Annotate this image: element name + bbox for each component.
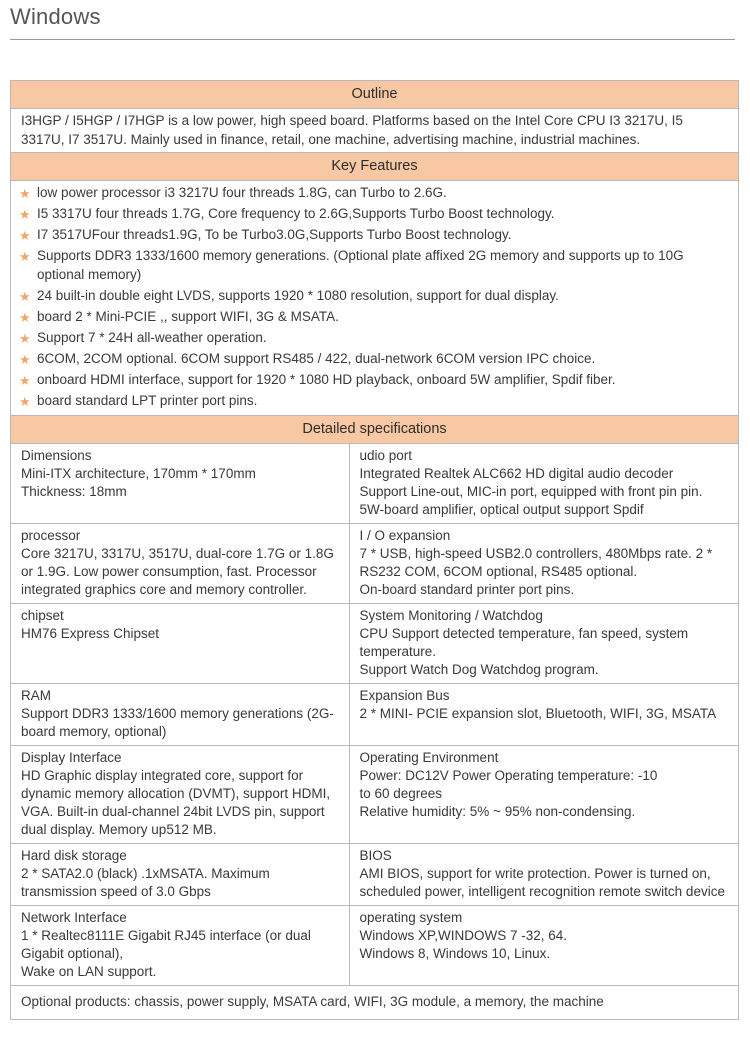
star-bullet-icon: ★ <box>19 351 31 367</box>
star-bullet-icon: ★ <box>19 288 31 304</box>
spec-value: 2 * SATA2.0 (black) .1xMSATA. Maximum transmission speed of 3.0 Gbps <box>21 865 270 899</box>
feature-text: 6COM, 2COM optional. 6COM support RS485 / 422, dual-network 6COM version IPC choice. <box>37 350 596 366</box>
spec-label: System Monitoring / Watchdog <box>359 607 543 623</box>
detailed-specs-heading: Detailed specifications <box>11 416 738 444</box>
spec-value: Support Line-out, MIC-in port, equipped with front pin pin. <box>359 483 703 499</box>
spec-label: operating system <box>359 909 463 925</box>
title-divider <box>10 39 735 40</box>
feature-text: onboard HDMI interface, support for 1920 * 1080 HD playback, onboard 5W amplifier, Spdif fiber. <box>37 371 616 387</box>
spec-cell-right <box>349 523 738 603</box>
spec-sheet <box>10 80 739 1020</box>
spec-label: BIOS <box>359 847 392 863</box>
spec-label: Dimensions <box>21 447 92 463</box>
feature-item <box>19 205 730 224</box>
spec-cell-left <box>11 905 349 985</box>
feature-text: board standard LPT printer port pins. <box>37 392 258 408</box>
star-bullet-icon: ★ <box>19 372 31 388</box>
feature-item <box>19 184 730 203</box>
spec-label: Network Interface <box>21 909 127 925</box>
star-bullet-icon: ★ <box>19 309 31 325</box>
star-bullet-icon: ★ <box>19 228 31 243</box>
star-bullet-icon: ★ <box>19 207 31 222</box>
spec-value: Wake on LAN support. <box>21 963 157 979</box>
spec-value: Support Watch Dog Watchdog program. <box>359 661 599 677</box>
specs-table <box>11 444 738 986</box>
spec-cell-left <box>11 683 349 745</box>
spec-cell-right <box>349 603 738 683</box>
spec-value: 7 * USB, high-speed USB2.0 controllers, 480Mbps rate. 2 * RS232 COM, 6COM optional, RS485 optional. <box>359 545 713 579</box>
spec-value: Relative humidity: 5% ~ 95% non-condensing. <box>359 803 636 819</box>
star-bullet-icon: ★ <box>19 249 31 264</box>
spec-label: Hard disk storage <box>21 847 127 863</box>
spec-label: RAM <box>21 687 51 703</box>
spec-value: Windows XP,WINDOWS 7 -32, 64. <box>359 927 568 943</box>
optional-products-note: Optional products: chassis, power supply, MSATA card, WIFI, 3G module, a memory, the machine <box>21 993 604 1009</box>
spec-cell-right <box>349 905 738 985</box>
spec-value: Thickness: 18mm <box>21 483 127 499</box>
spec-value: 2 * MINI- PCIE expansion slot, Bluetooth, WIFI, 3G, MSATA <box>359 705 717 721</box>
spec-value: to 60 degrees <box>359 785 443 801</box>
spec-cell-right <box>349 843 738 905</box>
spec-cell-left <box>11 523 349 603</box>
feature-text: Supports DDR3 1333/1600 memory generations. (Optional plate affixed 2G memory and supports up to 10G optional memory) <box>37 248 684 282</box>
spec-cell-left <box>11 444 349 524</box>
spec-cell-left <box>11 603 349 683</box>
star-bullet-icon: ★ <box>19 330 31 346</box>
spec-value: Core 3217U, 3317U, 3517U, dual-core 1.7G or 1.8G or 1.9G. Low power consumption, fast. Processor integrated graphics core and memory controller. <box>21 545 334 597</box>
outline-text: I3HGP / I5HGP / I7HGP is a low power, high speed board. Platforms based on the Intel Core CPU I3 3217U, I5 3317U, I7 3517U. Mainly used in finance, retail, one machine, advertising machine, industrial machines. <box>11 109 738 153</box>
spec-label: processor <box>21 527 81 543</box>
feature-text: I5 3317U four threads 1.7G, Core frequency to 2.6G,Supports Turbo Boost technology. <box>37 206 555 221</box>
spec-cell-left <box>11 745 349 843</box>
spec-value: Mini-ITX architecture, 170mm * 170mm <box>21 465 256 481</box>
spec-value: On-board standard printer port pins. <box>359 581 575 597</box>
spec-label: Operating Environment <box>359 749 499 765</box>
spec-value: 1 * Realtec8111E Gigabit RJ45 interface (or dual Gigabit optional), <box>21 927 311 961</box>
spec-row <box>11 843 738 905</box>
spec-label: chipset <box>21 607 64 623</box>
spec-cell-left <box>11 843 349 905</box>
star-bullet-icon: ★ <box>19 393 31 409</box>
spec-row <box>11 444 738 524</box>
page-title: Windows <box>10 4 101 29</box>
feature-text: 24 built-in double eight LVDS, supports 1920 * 1080 resolution, support for dual display. <box>37 287 559 303</box>
feature-item <box>19 392 730 411</box>
spec-value: 5W-board amplifier, optical output support Spdif <box>359 501 644 517</box>
spec-row <box>11 603 738 683</box>
feature-text: board 2 * Mini-PCIE ,, support WIFI, 3G & MSATA. <box>37 308 339 324</box>
feature-item <box>19 308 730 327</box>
spec-value: Integrated Realtek ALC662 HD digital audio decoder <box>359 465 674 481</box>
spec-cell-right <box>349 745 738 843</box>
feature-item <box>19 247 730 284</box>
spec-value: CPU Support detected temperature, fan speed, system temperature. <box>359 625 689 659</box>
spec-value: Power: DC12V Power Operating temperature: -10 <box>359 767 658 783</box>
spec-value: Support DDR3 1333/1600 memory generations (2G-board memory, optional) <box>21 705 334 739</box>
spec-value: AMI BIOS, support for write protection. Power is turned on, scheduled power, intelligent recognition remote switch device <box>359 865 725 899</box>
key-features-heading: Key Features <box>11 153 738 181</box>
spec-row <box>11 905 738 985</box>
spec-row <box>11 683 738 745</box>
spec-label: Display Interface <box>21 749 122 765</box>
outline-heading: Outline <box>11 81 738 109</box>
spec-label: I / O expansion <box>359 527 451 543</box>
spec-cell-right <box>349 683 738 745</box>
star-bullet-icon: ★ <box>19 186 31 201</box>
spec-label: udio port <box>359 447 413 463</box>
feature-item <box>19 350 730 369</box>
feature-item <box>19 329 730 348</box>
feature-item <box>19 287 730 306</box>
spec-value: HM76 Express Chipset <box>21 625 160 641</box>
spec-row <box>11 523 738 603</box>
spec-cell-right <box>349 444 738 524</box>
feature-text: Support 7 * 24H all-weather operation. <box>37 329 267 345</box>
spec-row <box>11 745 738 843</box>
spec-value: HD Graphic display integrated core, support for dynamic memory allocation (DVMT), support HDMI, VGA. Built-in dual-channel 24bit LVDS pin, support dual display. Memory up512 MB. <box>21 767 331 837</box>
spec-value: Windows 8, Windows 10, Linux. <box>359 945 551 961</box>
feature-item <box>19 226 730 245</box>
key-features-list <box>11 181 738 416</box>
spec-label: Expansion Bus <box>359 687 450 703</box>
feature-text: I7 3517UFour threads1.9G, To be Turbo3.0G,Supports Turbo Boost technology. <box>37 227 512 242</box>
feature-item <box>19 371 730 390</box>
feature-text: low power processor i3 3217U four threads 1.8G, can Turbo to 2.6G. <box>37 185 447 200</box>
